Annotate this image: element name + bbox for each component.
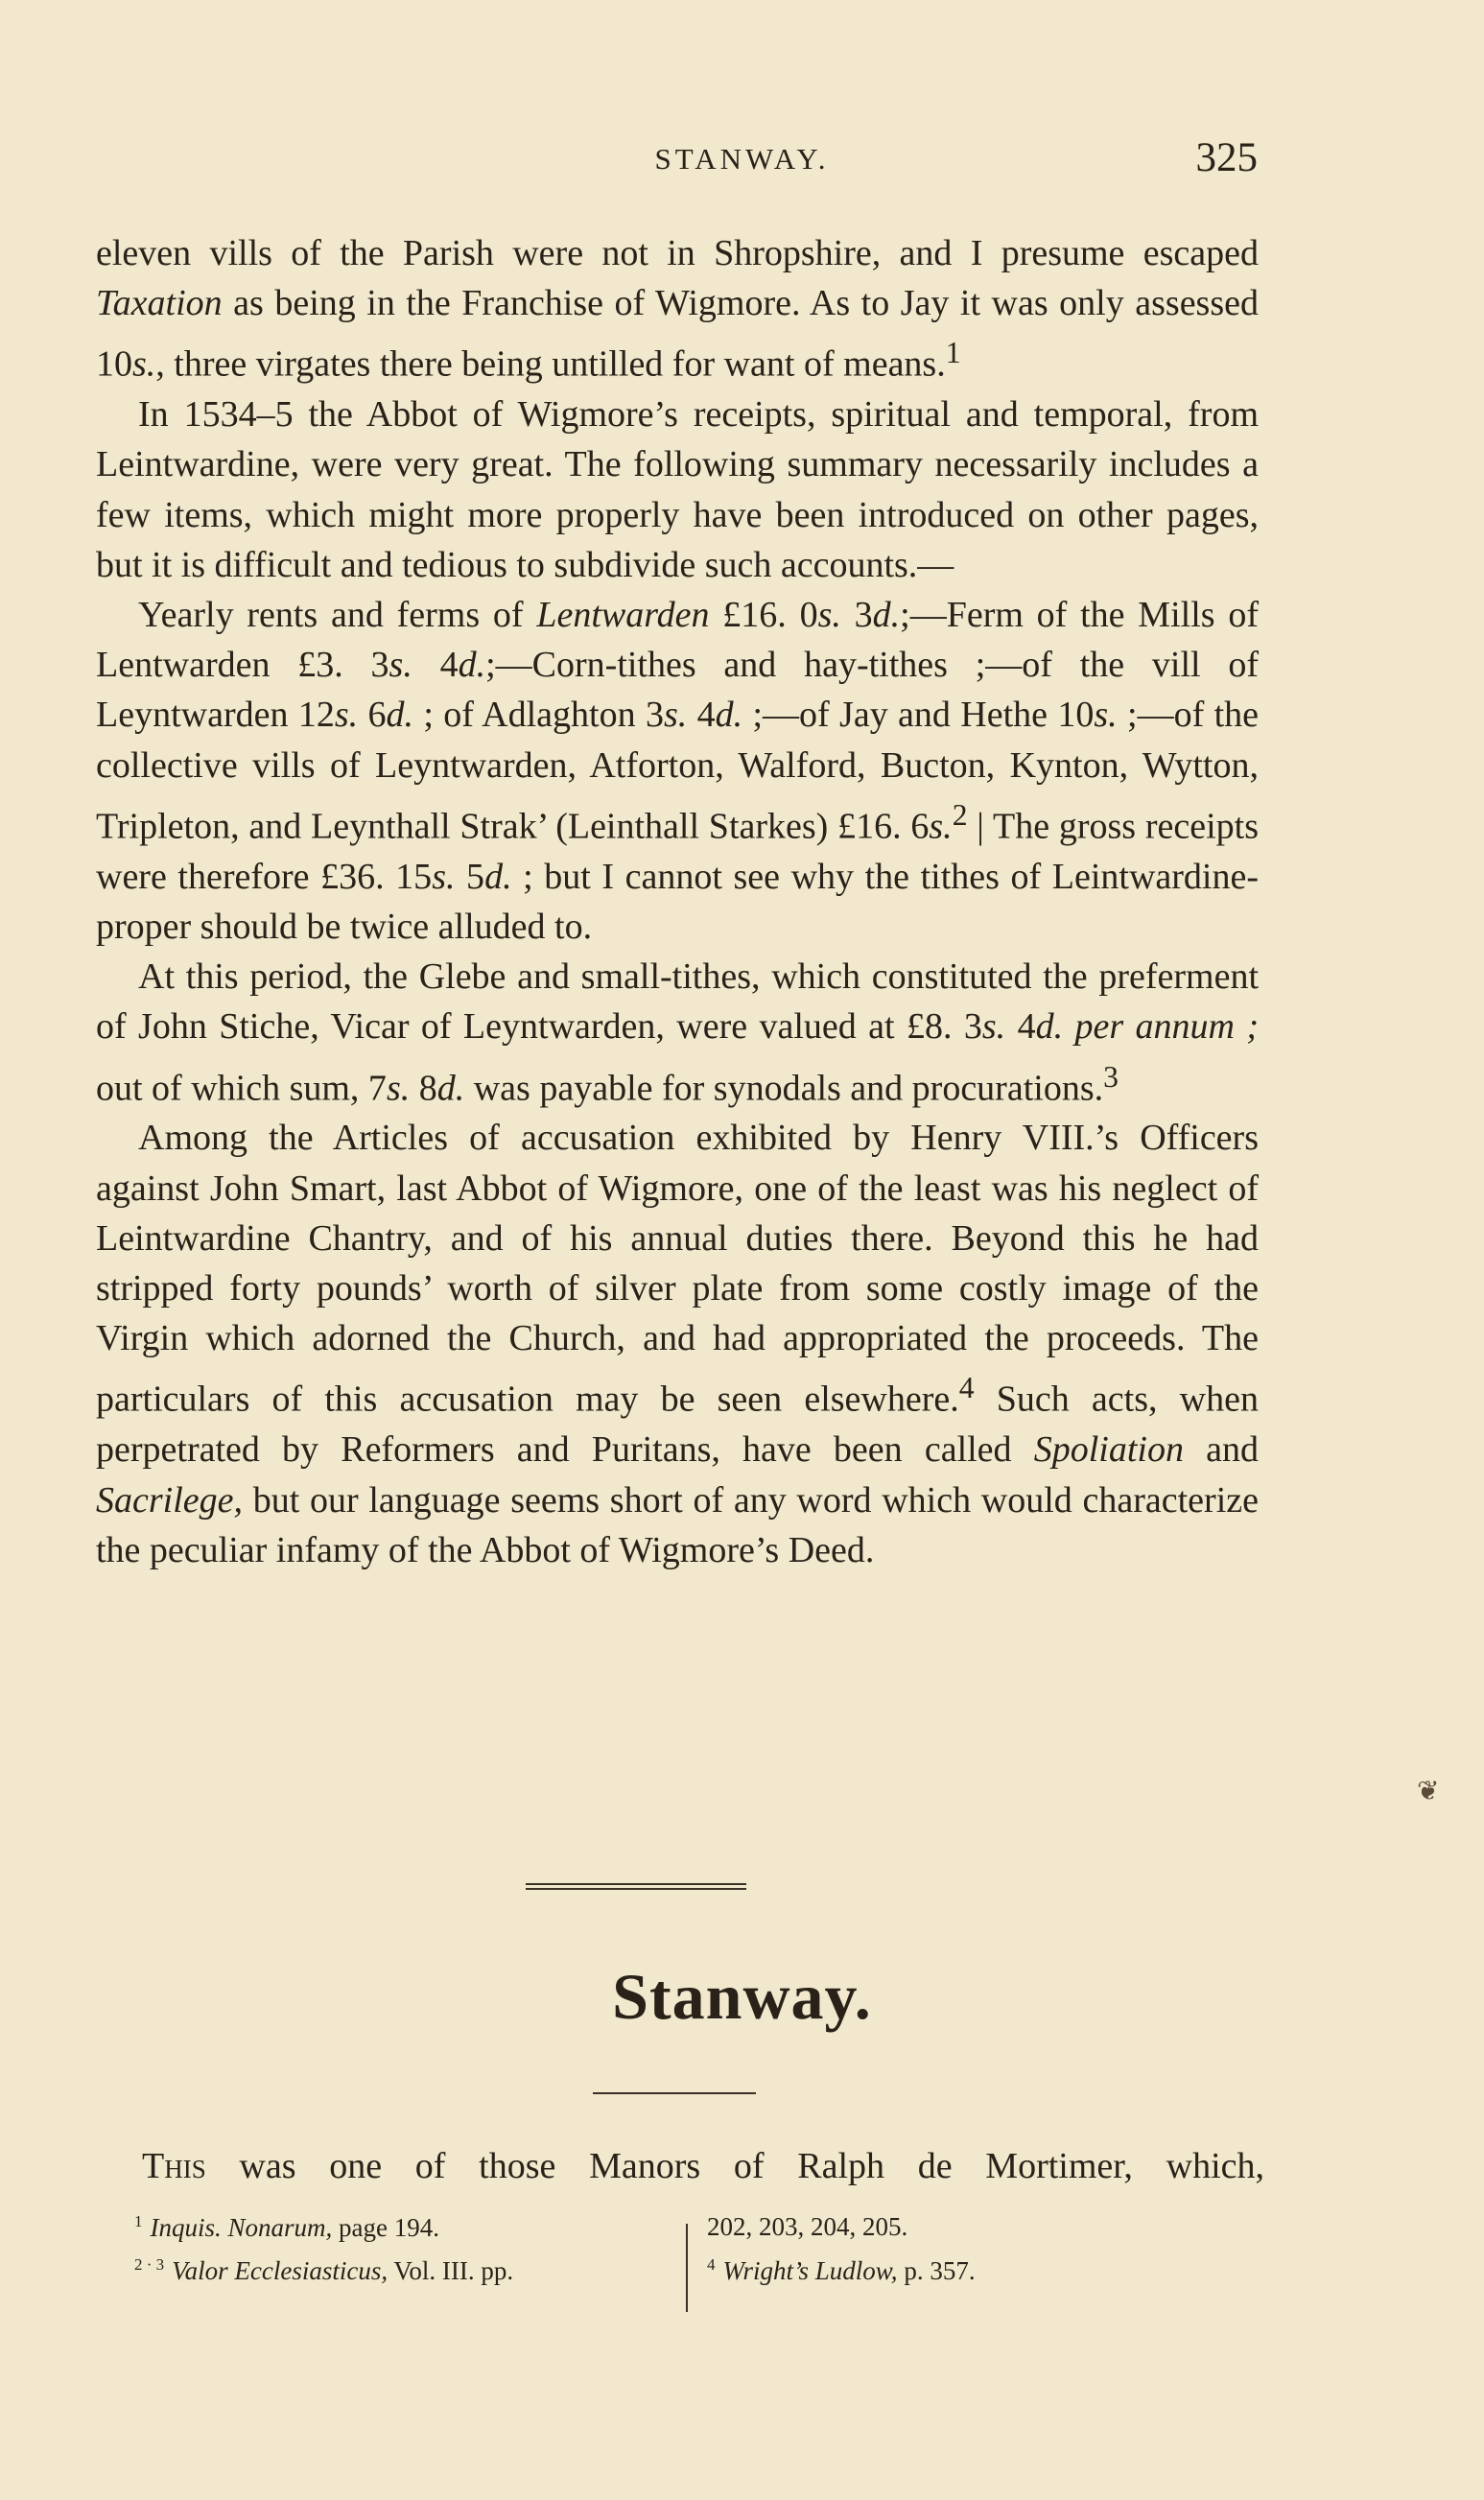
italic-run: s. [1094,695,1118,736]
text-run: In 1534–5 the Abbot of Wigmore’s receipts, spiritual and temporal, from Leintwardine, were very great. The following summary necessarily includes a few items, which might more properly have been introduced on other pages, but it is difficult and tedious to subdivide such accounts.— [96,394,1259,585]
footnotes-right-column [707,2212,1244,2299]
text-run: 5 [455,856,485,897]
italic-run: Wright’s Ludlow, [722,2256,898,2285]
text-run: Such acts, when perpetrated by Reformers and Puritans, have been called [96,1380,1259,1471]
footnote-ref: 4 [707,2255,716,2274]
text-run: ;—Corn-tithes and hay-tithes ;—of the vill of Leyntwarden 12 [96,645,1260,736]
italic-run: s. [386,1068,411,1109]
page-number: 325 [1195,135,1258,180]
footnote-ref: 3 [1103,1059,1119,1094]
text-run: | The gross receipts were therefore £36. 15 [96,806,1260,897]
italic-run: s. [929,806,953,847]
italic-run: Spoliation [1033,1429,1184,1471]
italic-run: d. [436,1068,465,1109]
italic-run: d. [386,695,413,736]
text-run: At this period, the Glebe and small-tithes, which constituted the preferment of John Stiche, Vicar of Leyntwarden, were valued at £8. 3 [96,956,1259,1048]
double-rule-divider [526,1883,746,1890]
text-run: , three virgates there being untilled for want of means. [155,344,946,386]
italic-run: d. [872,595,901,636]
text-run: but our language seems short of any word which would characterize the peculiar infamy of the Abbot of Wigmore’s Deed. [96,1479,1259,1570]
ink-blot-mark: ❦ [1417,1777,1440,1806]
footnote-ref: 1 [134,2212,143,2230]
italic-run: s. [663,695,688,736]
paragraph-1 [96,228,1259,389]
italic-run: s. [132,344,156,386]
text-run: £16. 0 [709,595,818,636]
italic-run: s. [981,1006,1006,1048]
footnote-2-3 [134,2255,671,2299]
italic-run: d. [715,695,743,736]
footnote-ref: 2 [952,797,968,832]
text-run: 3 [840,595,873,636]
italic-run: Sacrilege, [96,1479,244,1521]
text-run: p. 357. [897,2256,976,2285]
italic-run: Taxation [96,283,223,324]
text-run: 4 [687,695,716,736]
running-head [0,134,1484,192]
text-run: ;—Ferm of the Mills of Lentwarden £3. 3 [96,595,1259,686]
text-run: eleven vills of the Parish were not in Shropshire, and I presume escaped [96,233,1259,273]
running-title: STANWAY. [654,142,830,176]
paragraph-5 [96,1113,1259,1574]
italic-run: s. [389,645,412,686]
italic-run: Inquis. Nonarum, [150,2213,333,2242]
text-run: ;—of Jay and Hethe 10 [742,695,1095,736]
text-run: Yearly rents and ferms of [138,595,537,636]
text-run: Vol. III. pp. [388,2256,514,2285]
text-run: 8 [410,1068,437,1109]
text-run: page 194. [332,2213,439,2242]
section-opening-paragraph [142,2145,1264,2187]
single-rule-divider [593,2092,756,2094]
footnote-ref: 1 [945,336,961,370]
footnote-2-3-continued [707,2212,1244,2255]
italic-run: Lentwarden [536,595,710,636]
main-text [96,228,1259,1575]
text-run: ;—of the collective vills of Leyntwarden, Atforton, Walford, Bucton, Kynton, Wytton, Tripleton, and Leynthall Strak’ (Leinthall Starkes) £16. 6 [96,695,1260,847]
footnote-1 [134,2212,671,2255]
text-run: was payable for synodals and procurations. [464,1068,1104,1109]
italic-run: s. [817,595,841,636]
text-run: as being in the Franchise of Wigmore. As to Jay it was only assessed 10 [96,283,1259,386]
italic-run: s. [334,695,359,736]
footnote-column-divider [686,2224,688,2312]
italic-run: d. [458,645,486,686]
footnote-4 [707,2255,1244,2299]
italic-run: Valor Ecclesiasticus, [172,2256,389,2285]
paragraph-4 [96,952,1259,1113]
text-run: ; but I cannot see why the tithes of Leintwardine-proper should be twice alluded to. [96,856,1259,947]
text-run: 4 [1005,1006,1036,1048]
text-run: 4 [412,645,459,686]
text-run: Among the Articles of accusation exhibited by Henry VIII.’s Officers against John Smart, last Abbot of Wigmore, one of the least was his neglect of Leintwardine Chantry, and of his annual duties there. Beyond this he had stripped forty pounds’ worth of silver plate from some costly image of the Virgin which adorned the Church, and had appropriated the proceeds. The particulars of this accusation may be seen elsewhere. [96,1118,1259,1421]
footnotes-left-column [134,2212,671,2299]
text-run: and [1183,1429,1259,1471]
italic-run: d. [484,856,512,897]
italic-run: s. [432,856,456,897]
text-run: out of which sum, 7 [96,1068,387,1109]
lead-text: was one of those Manors of Ralph de Mortimer, which, [205,2146,1264,2186]
paragraph-2 [96,389,1259,590]
footnote-ref: 2 · 3 [134,2255,165,2274]
paragraph-3 [96,590,1259,952]
text-run: 6 [358,695,387,736]
lead-small-caps: This [142,2146,206,2186]
text-run: ; of Adlaghton 3 [412,695,664,736]
italic-run: d. per annum ; [1035,1006,1259,1048]
section-title: Stanway. [612,1960,872,2033]
text-run: 202, 203, 204, 205. [707,2212,908,2241]
footnote-ref: 4 [958,1371,975,1405]
